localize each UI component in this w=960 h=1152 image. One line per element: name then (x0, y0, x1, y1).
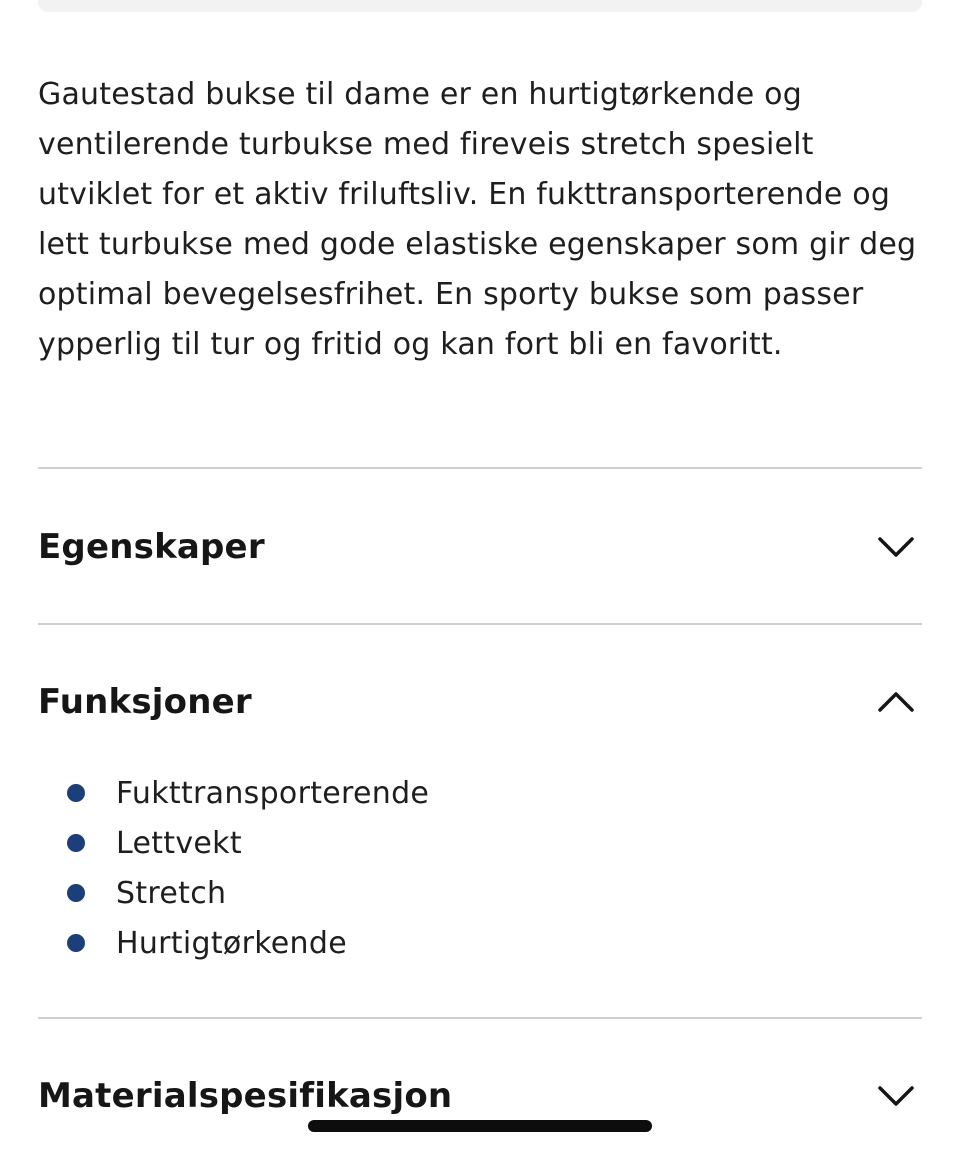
home-indicator[interactable] (308, 1120, 652, 1132)
top-card-edge (38, 0, 922, 12)
bullet-icon (67, 884, 85, 902)
list-item (38, 918, 922, 968)
chevron-down-icon (876, 1076, 916, 1116)
list-item (38, 868, 922, 918)
product-description: Gautestad bukse til dame er en hurtigtørkende og ventilerende turbukse med fireveis stretch spesielt utviklet for et aktiv friluftsliv. En fukttransporterende og lett turbukse med gode elastiske egenskaper som gir deg optimal bevegelsesfrihet. En sporty bukse som passer ypperlig til tur og fritid og kan fort bli en favoritt. (38, 77, 917, 362)
bullet-icon (67, 934, 85, 952)
list-item-label: Fukttransporterende (116, 775, 430, 811)
list-item (38, 768, 922, 818)
accordion-title: Materialspesifikasjon (38, 1076, 453, 1116)
funksjoner-list (38, 768, 922, 968)
accordion-title: Egenskaper (38, 527, 265, 567)
list-item-label: Stretch (116, 875, 227, 911)
bullet-icon (67, 784, 85, 802)
accordion-egenskaper[interactable] (38, 517, 922, 577)
list-item-label: Lettvekt (116, 825, 242, 861)
list-item (38, 818, 922, 868)
accordion-materialspesifikasjon[interactable] (38, 1066, 922, 1126)
chevron-up-icon (876, 682, 916, 722)
divider (38, 467, 922, 469)
accordion-funksjoner[interactable] (38, 672, 922, 732)
accordion-title: Funksjoner (38, 682, 252, 722)
divider (38, 623, 922, 625)
chevron-down-icon (876, 527, 916, 567)
divider (38, 1017, 922, 1019)
bullet-icon (67, 834, 85, 852)
list-item-label: Hurtigtørkende (116, 925, 347, 961)
